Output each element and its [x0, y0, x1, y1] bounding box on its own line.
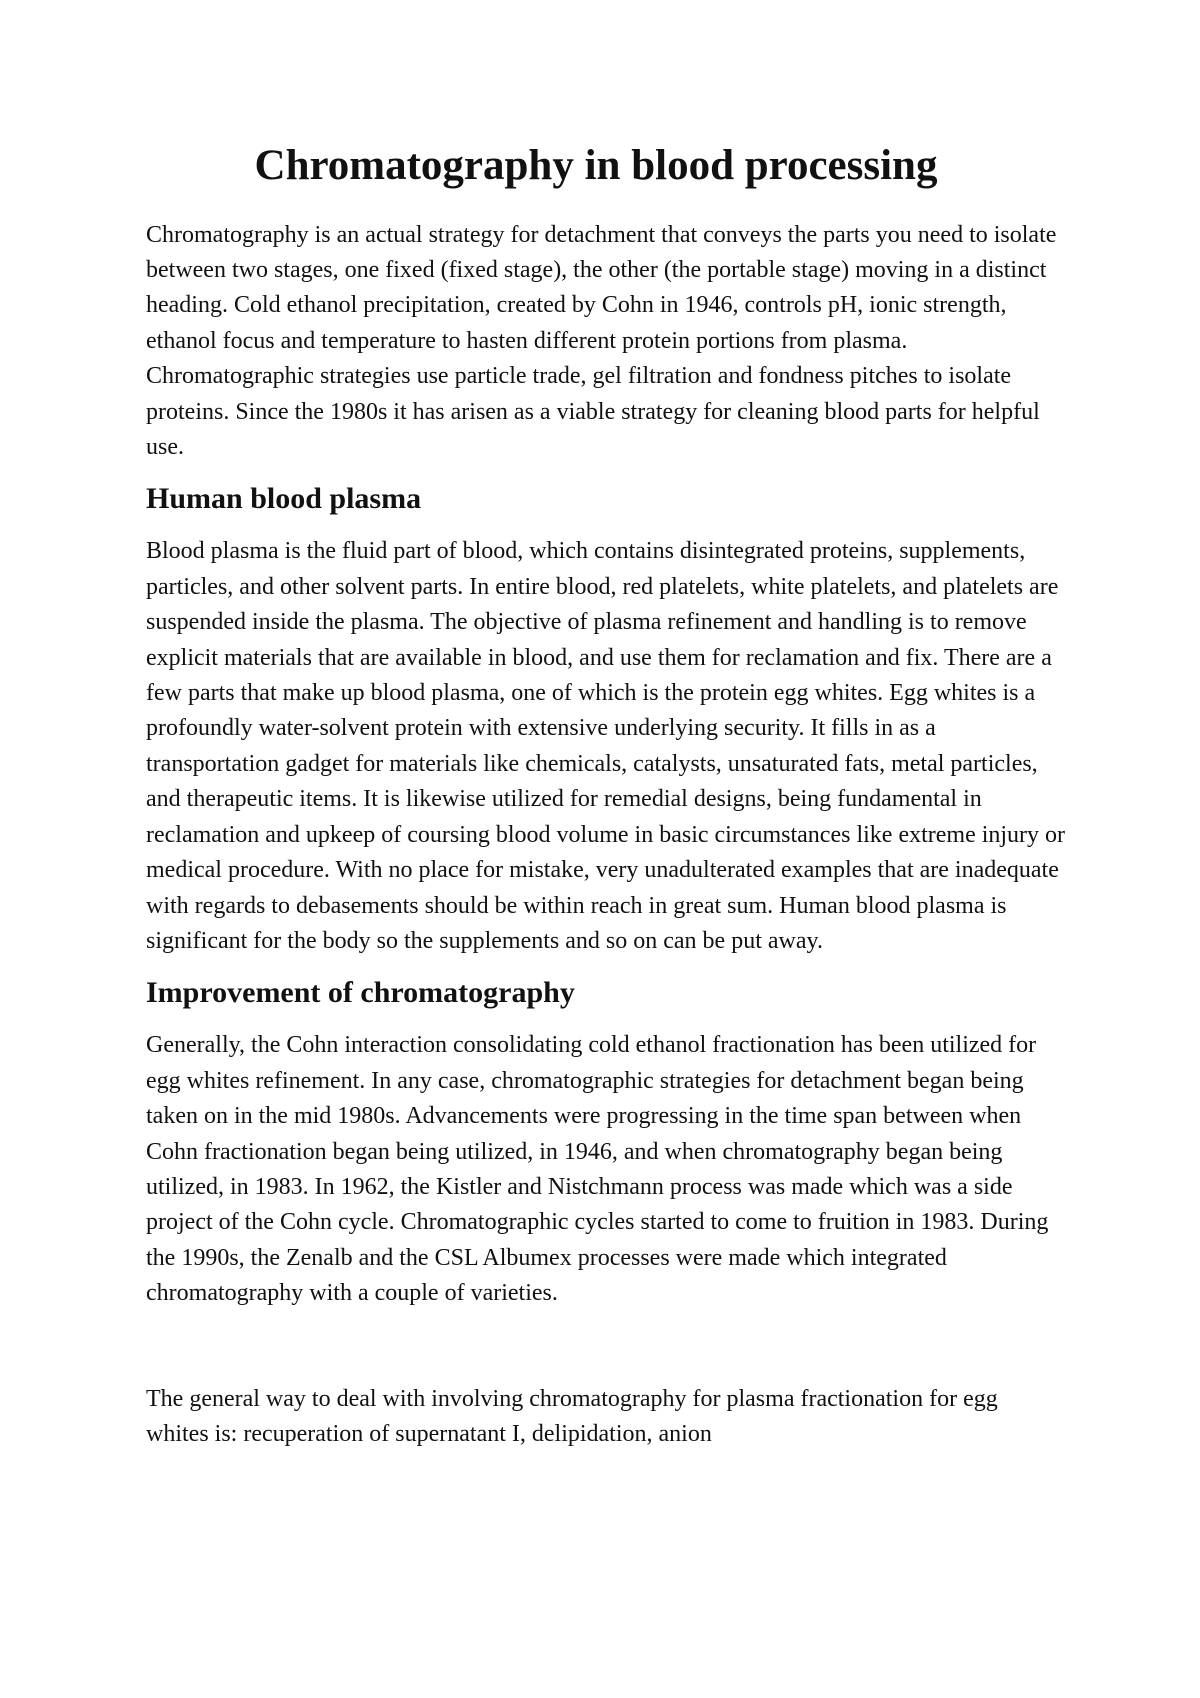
paragraph-spacer	[146, 1312, 1066, 1382]
section-body-human-blood-plasma: Blood plasma is the fluid part of blood, which contains disintegrated proteins, supplements, particles, and other solvent parts. In entire blood, red platelets, white platelets, and platelets are suspended inside the plasma. The objective of plasma refinement and handling is to remove explicit materials that are available in blood, and use them for reclamation and fix. There are a few parts that make up blood plasma, one of which is the protein egg whites. Egg whites is a profoundly water-solvent protein with extensive underlying security. It fills in as a transportation gadget for materials like chemicals, catalysts, unsaturated fats, metal particles, and therapeutic items. It is likewise utilized for remedial designs, being fundamental in reclamation and upkeep of coursing blood volume in basic circumstances like extreme injury or medical procedure. With no place for mistake, very unadulterated examples that are inadequate with regards to debasements should be within reach in great sum. Human blood plasma is significant for the body so the supplements and so on can be put away.	[146, 538, 1066, 954]
section-heading-human-blood-plasma: Human blood plasma	[146, 482, 422, 516]
section-heading-improvement-of-chromatography: Improvement of chromatography	[146, 976, 575, 1010]
intro-paragraph: Chromatography is an actual strategy for detachment that conveys the parts you need to isolate between two stages, one fixed (fixed stage), the other (the portable stage) moving in a distinct heading. Cold ethanol precipitation, created by Cohn in 1946, controls pH, ionic strength, ethanol focus and temperature to hasten different protein portions from plasma. Chromatographic strategies use particle trade, gel filtration and fondness pitches to isolate proteins. Since the 1980s it has arisen as a viable strategy for cleaning blood parts for helpful use.	[146, 221, 1057, 461]
document-title: Chromatography in blood processing	[254, 142, 938, 189]
section-body-improvement-of-chromatography: Generally, the Cohn interaction consolidating cold ethanol fractionation has been utilized for egg whites refinement. In any case, chromatographic strategies for detachment began being taken on in the mid 1980s. Advancements were progressing in the time span between when Cohn fractionation began being utilized, in 1946, and when chromatography began being utilized, in 1983. In 1962, the Kistler and Nistchmann process was made which was a side project of the Cohn cycle. Chromatographic cycles started to come to fruition in 1983. During the 1990s, the Zenalb and the CSL Albumex processes were made which integrated chromatography with a couple of varieties.	[146, 1032, 1049, 1307]
section-body-general-approach: The general way to deal with involving chromatography for plasma fractionation for egg whites is: recuperation of supernatant I, delipidation, anion	[146, 1385, 998, 1447]
document-page	[146, 140, 1066, 1452]
